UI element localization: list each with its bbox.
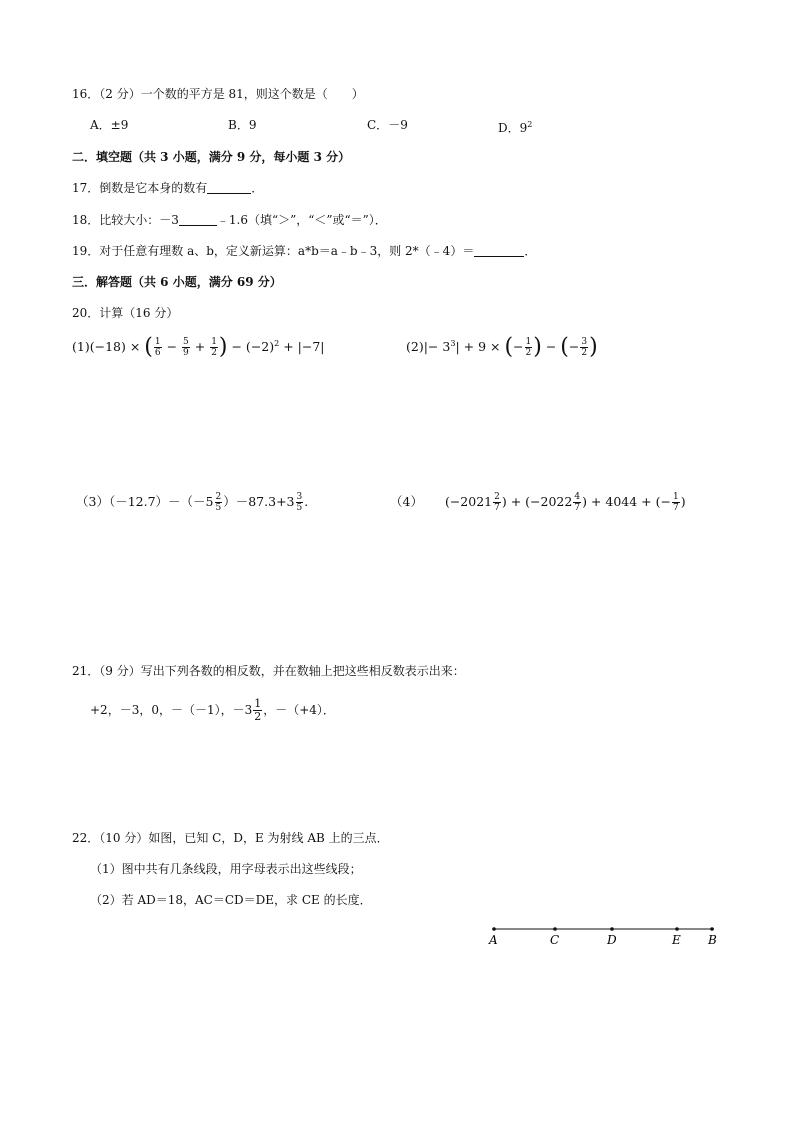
answer-blank[interactable] [474,244,524,257]
option-letter: A． [90,118,111,132]
option-letter: D． [498,121,520,135]
section-2-title: 二．填空题（共 3 小题，满分 9 分，每小题 3 分） [72,150,351,164]
fraction: $\frac{4}{7}$ [574,492,581,513]
q20-part2: $(2)|- 3^3| + 9$ × (− $\frac{1}{2}$ ) − (− $\frac{3}{2}$ ) [406,334,598,360]
q20-part4 [390,492,686,513]
expr: ) + 4044 + (− [582,494,671,509]
part-label: （4） [390,494,423,509]
paren-open: ( [504,334,514,360]
q18 [72,212,387,228]
q16-option-a [90,117,128,133]
point-e-dot [675,927,679,931]
option-text: －9 [388,118,408,132]
expr: (−18) × [89,339,145,355]
q22-stem: 22．（10 分）如图，已知 C，D，E 为射线 AB 上的三点． [72,831,389,845]
q21-numbers [90,698,335,723]
q19-end: ． [524,244,537,258]
fraction: $\frac{1}{2}$ [254,697,262,723]
exponent: 2 [274,339,280,348]
expr: + |−7| [279,339,325,355]
numbers-text: +2，－3，0，－（－1），－3 [90,703,253,717]
point-a-dot [492,927,496,931]
q19 [72,243,536,259]
q18-text: 18．比较大小：－3 [72,213,179,227]
expr: − [162,339,182,355]
expr: . [304,494,309,509]
fraction: $\frac{1}{7}$ [672,492,679,513]
point-label-b: B [708,933,717,947]
exponent: 3 [450,339,456,348]
expr: + [190,339,210,355]
section-3-title: 三．解答题（共 6 小题，满分 69 分） [72,275,282,289]
expr: （－12.7）－（－5 [108,494,214,509]
paren-open: ( [560,334,569,360]
answer-blank[interactable] [179,213,217,226]
fraction: $\frac{5}{9}$ [183,337,189,359]
expr: − (−2) [227,339,275,355]
option-text: 9 [519,121,528,135]
expr: − [541,339,561,355]
expr: ）－87.3+3 [223,494,295,509]
fraction: $\frac{3}{2}$ [581,337,588,359]
q16-stem: 16．（2 分）一个数的平方是 81，则这个数是（ ） [72,87,364,101]
paren-close: ) [218,334,228,360]
q16-option-d [498,117,532,136]
q16-option-b [228,117,256,133]
q22-sub2: （2）若 AD＝18，AC＝CD＝DE，求 CE 的长度． [90,893,372,907]
q20-part1 [72,336,325,358]
q20-part3 [76,492,308,513]
paren-open: ( [144,334,153,360]
paren-close: ) [589,334,598,360]
q17 [72,180,263,196]
option-letter: C． [367,118,389,132]
expr: | + 9 × [455,339,505,355]
option-letter: B． [228,118,249,132]
q19-text: 19．对于任意有理数 a、b，定义新运算：a*b＝a﹣b﹣3，则 2*（﹣4）＝ [72,244,475,258]
option-text: 9 [248,118,257,132]
expr: (−2021 [444,494,493,509]
option-text: ±9 [110,118,129,132]
point-label-a: A [489,933,498,947]
part-label: (1) [72,339,90,355]
fraction: $\frac{1}{2}$ [525,337,532,359]
point-label-e: E [672,933,681,947]
paren-close: ) [533,334,542,360]
fraction: $\frac{1}{2}$ [211,337,217,359]
q21-stem: 21．（9 分）写出下列各数的相反数，并在数轴上把这些相反数表示出来： [72,664,465,678]
q17-end: ． [251,181,264,195]
point-c-dot [553,927,557,931]
expr: ) + (−2022 [501,494,573,509]
q20-stem: 20．计算（16 分） [72,306,179,320]
ray-figure [484,920,724,956]
fraction: $\frac{2}{7}$ [494,492,500,513]
part-label: （3） [76,494,109,509]
expr: ) [680,494,686,509]
fraction: $\frac{1}{6}$ [154,337,161,359]
fraction: $\frac{3}{5}$ [296,492,303,513]
answer-blank[interactable] [207,181,251,194]
fraction: $\frac{2}{5}$ [215,492,222,513]
point-b-dot [710,927,714,931]
q17-text: 17．倒数是它本身的数有 [72,181,208,195]
option-sup: 2 [527,120,533,129]
numbers-text: ，－（+4）． [263,703,335,717]
q22-sub1: （1）图中共有几条线段，用字母表示出这些线段； [90,862,362,876]
point-label-d: D [607,933,617,947]
expr: |− 3 [423,339,451,355]
part-label: (2) [406,339,424,355]
point-label-c: C [550,933,560,947]
q16-option-c [367,117,408,133]
point-d-dot [610,927,614,931]
q18-end: ﹣1.6（填“＞”，“＜”或“＝”）． [216,213,387,227]
